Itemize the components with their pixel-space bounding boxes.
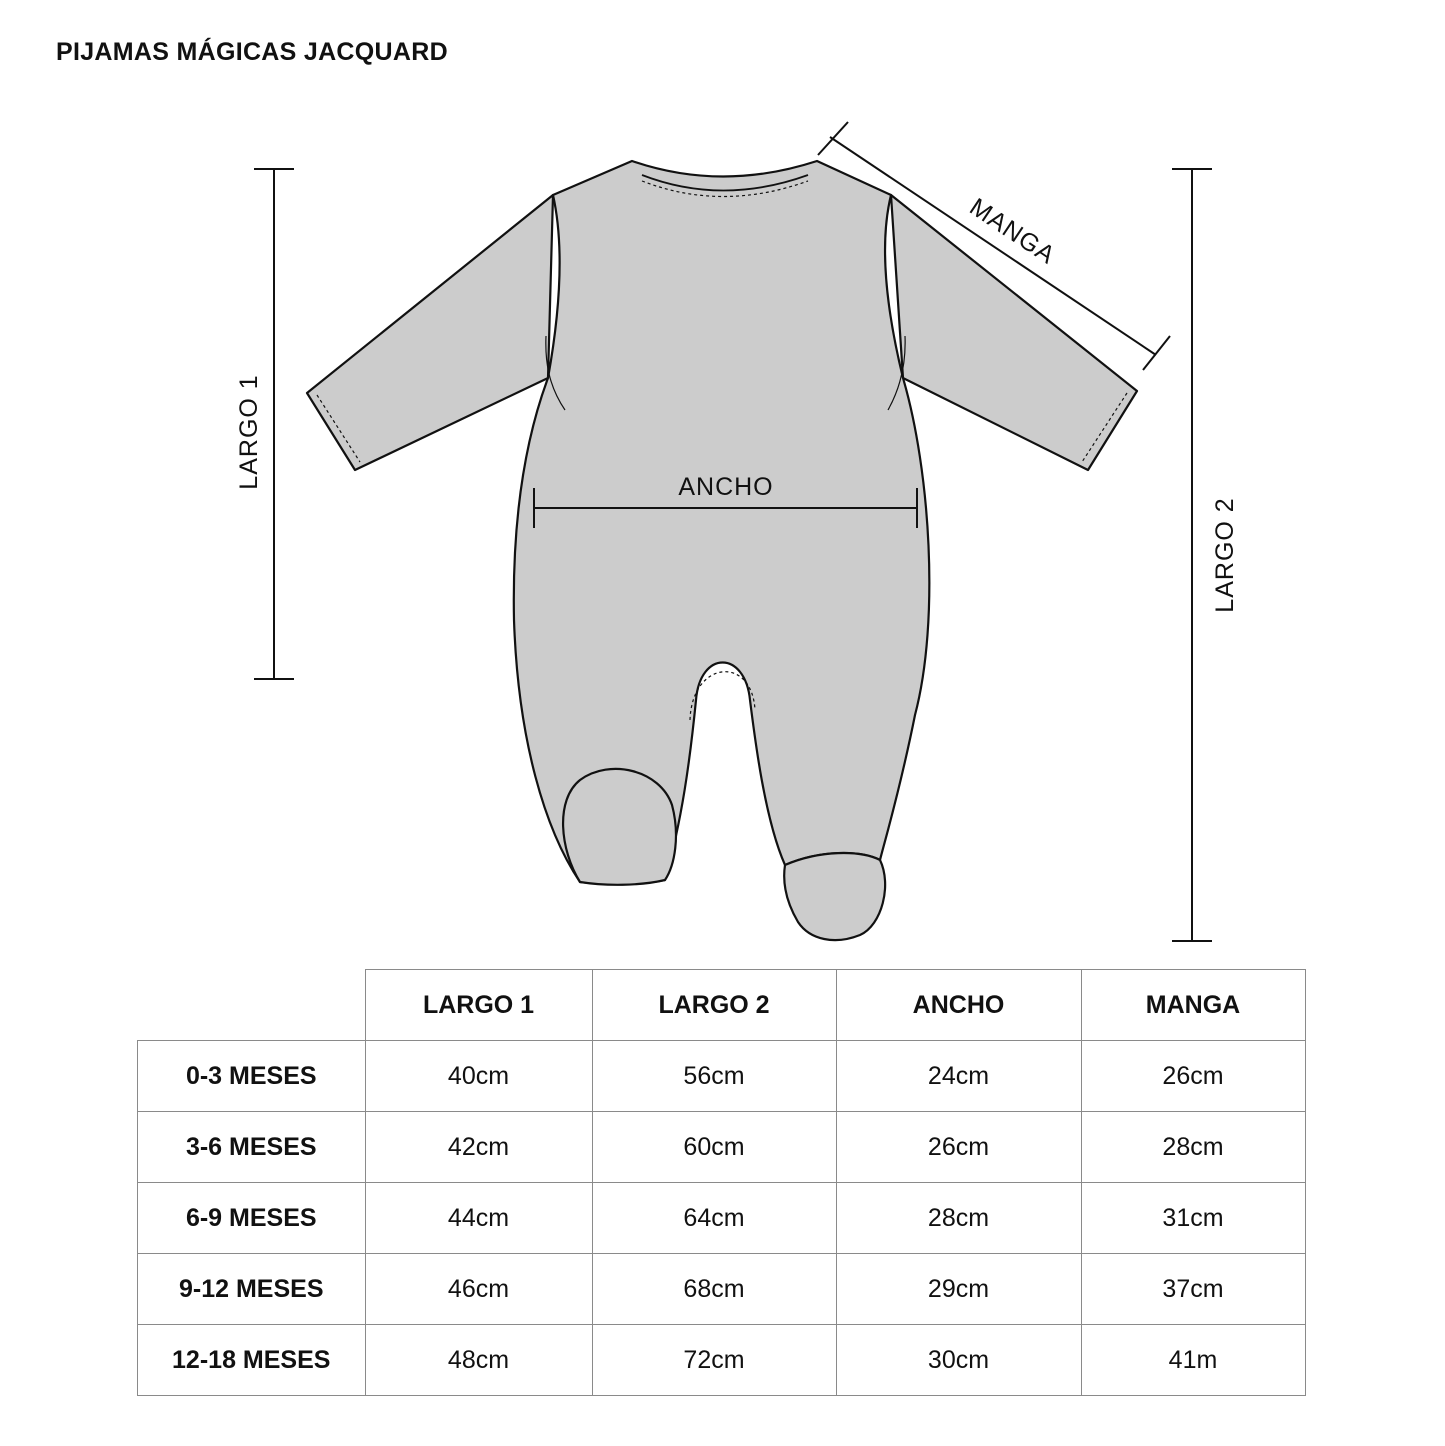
table-cell: 24cm (836, 1041, 1081, 1112)
table-cell: 44cm (365, 1183, 592, 1254)
garment-body (514, 161, 930, 884)
table-cell: 42cm (365, 1112, 592, 1183)
table-cell: 41m (1081, 1325, 1305, 1396)
column-header: ANCHO (836, 970, 1081, 1041)
left-foot (563, 769, 676, 885)
footed-pajama-illustration (307, 161, 1137, 940)
table-row (138, 1112, 1306, 1183)
table-cell: 56cm (592, 1041, 836, 1112)
size-label: 0-3 MESES (138, 1041, 366, 1112)
table-cell: 29cm (836, 1254, 1081, 1325)
table-cell: 28cm (1081, 1112, 1305, 1183)
table-cell: 60cm (592, 1112, 836, 1183)
table-cell: 37cm (1081, 1254, 1305, 1325)
column-header: LARGO 1 (365, 970, 592, 1041)
manga-label: MANGA (964, 192, 1061, 270)
table-corner-cell (138, 970, 366, 1041)
column-header: LARGO 2 (592, 970, 836, 1041)
table-cell: 48cm (365, 1325, 592, 1396)
table-cell: 46cm (365, 1254, 592, 1325)
right-foot (784, 853, 885, 940)
page-title: PIJAMAS MÁGICAS JACQUARD (56, 38, 448, 66)
ancho-label: ANCHO (678, 473, 774, 501)
table-cell: 30cm (836, 1325, 1081, 1396)
table-row (138, 1041, 1306, 1112)
table-cell: 26cm (836, 1112, 1081, 1183)
table-header-row (138, 970, 1306, 1041)
column-header: MANGA (1081, 970, 1305, 1041)
table-cell: 40cm (365, 1041, 592, 1112)
table-cell: 28cm (836, 1183, 1081, 1254)
table-row (138, 1254, 1306, 1325)
table-cell: 72cm (592, 1325, 836, 1396)
size-label: 9-12 MESES (138, 1254, 366, 1325)
table-cell: 26cm (1081, 1041, 1305, 1112)
table-row (138, 1183, 1306, 1254)
size-chart-table (137, 969, 1306, 1396)
size-label: 3-6 MESES (138, 1112, 366, 1183)
largo2-label: LARGO 2 (1211, 497, 1239, 613)
table-cell: 68cm (592, 1254, 836, 1325)
left-sleeve (307, 195, 553, 470)
size-label: 12-18 MESES (138, 1325, 366, 1396)
largo1-label: LARGO 1 (235, 374, 263, 490)
size-label: 6-9 MESES (138, 1183, 366, 1254)
table-row (138, 1325, 1306, 1396)
table-cell: 31cm (1081, 1183, 1305, 1254)
table-cell: 64cm (592, 1183, 836, 1254)
